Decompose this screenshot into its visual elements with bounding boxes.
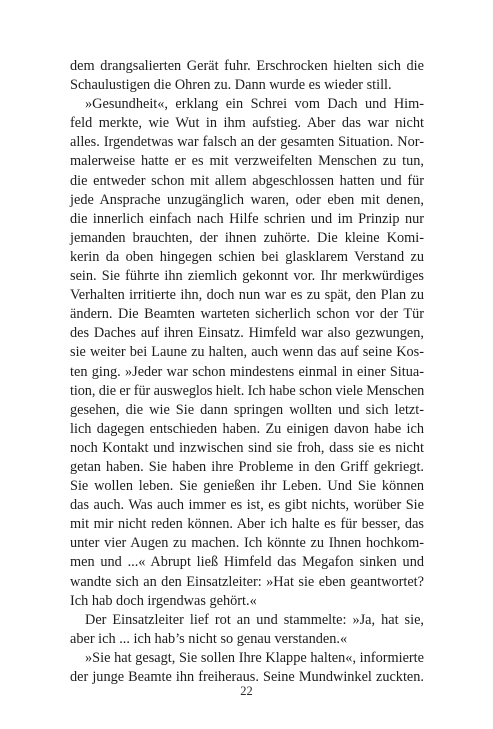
text-line: jede Ansprache unzugänglich waren, oder eben mit denen, [70,191,424,208]
text-line: des Daches auf ihren Einsatz. Himfeld war also gezwungen, [70,325,424,342]
text-line: wandte sich an den Einsatzleiter: »Hat sie eben geantwortet? [70,573,424,590]
text-line: unter vier Augen zu machen. Ich könnte zu Ihnen hochkom- [70,535,424,552]
body-text [70,57,424,687]
text-line: men und ...« Abrupt ließ Himfeld das Megafon sinken und [70,554,424,571]
text-line: der junge Beamte ihn freiheraus. Seine Mundwinkel zuckten. [70,669,424,685]
text-line: »Sie hat gesagt, Sie sollen Ihre Klappe halten«, informierte [85,649,424,666]
text-line: ten ging. »Jeder war schon mindestens einmal in einer Situa- [70,363,424,380]
text-line: sein. Sie führte ihn ziemlich gekonnt vor. Ihr merkwürdiges [70,268,424,285]
text-line: ändern. Die Beamten warteten sicherlich schon vor der Tür [70,306,424,323]
text-line: getan haben. Sie haben ihre Probleme in den Griff gekriegt. [70,458,424,475]
text-line: lich dagegen entschieden haben. Zu einigen davon habe ich [70,420,424,437]
text-line: Der Einsatzleiter lief rot an und stammelte: »Ja, hat sie, [85,611,424,628]
text-line: gesehen, die wie Sie dann springen wollten und sich letzt- [70,401,424,418]
text-line: alles. Irgendetwas war falsch an der gesamten Situation. Nor- [70,134,424,151]
text-line: tion, die er für ausweglos hielt. Ich habe schon viele Menschen [70,382,425,399]
text-line: kerin da oben hingegen schien bei glasklarem Verstand zu [70,248,424,265]
text-line: Schaulustigen die Ohren zu. Dann wurde es wieder still. [70,77,392,94]
text-line: die entweder schon mit allem abgeschlossen hatten und für [70,172,424,189]
text-line: aber ich ... ich hab’s nicht so genau verstanden.« [70,630,348,647]
text-line: dem drangsalierten Gerät fuhr. Erschrocken hielten sich die [70,58,424,74]
text-line: »Gesundheit«, erklang ein Schrei vom Dach und Him- [85,96,424,113]
text-line: sie weiter bei Laune zu halten, auch wenn das auf seine Kos- [70,344,424,361]
text-line: feld merkte, wie Wut in ihm aufstieg. Aber das war nicht [70,115,424,132]
text-line: mit mir nicht reden können. Aber ich halte es für besser, das [70,516,424,533]
text-line: Sie wollen leben. Sie genießen ihr Leben. Und Sie können [70,478,424,495]
text-line: Verhalten irritierte ihn, doch nun war es zu spät, den Plan zu [70,287,424,304]
text-line: die innerlich einfach nach Hilfe schrien und im Prinzip nur [70,210,424,227]
text-line: das auch. Was auch immer es ist, es gibt nichts, worüber Sie [70,497,424,514]
text-line: jemanden brauchten, der ihnen zuhörte. Die kleine Komi- [70,229,424,246]
text-line: Ich hab doch irgendwas gehört.« [70,592,257,609]
text-line: noch Kontakt und inzwischen sind sie froh, dass sie es nicht [70,439,424,456]
text-line: malerweise hatte er es mit verzweifelten Menschen zu tun, [70,153,424,170]
page-number: 22 [240,684,253,698]
